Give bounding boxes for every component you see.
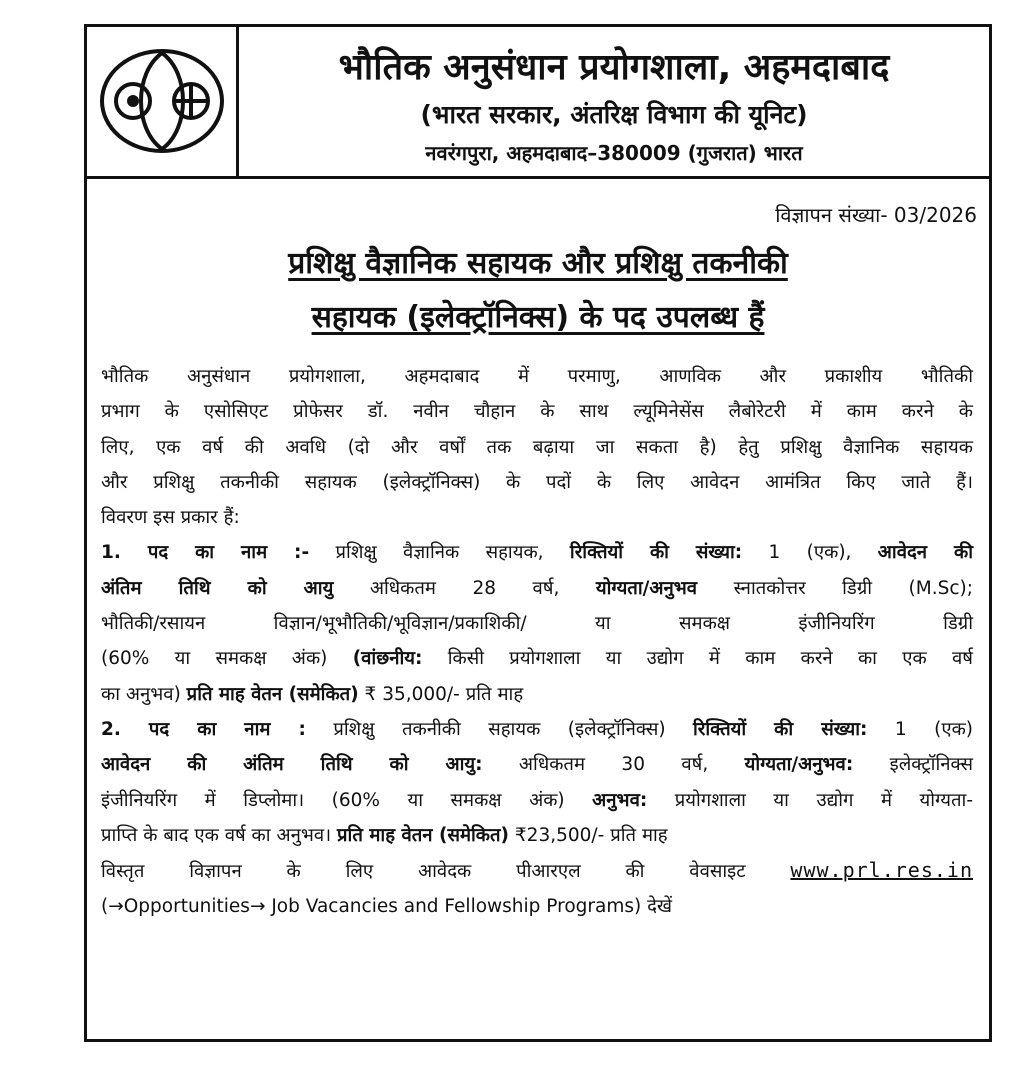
post1-salary-label: प्रति माह वेतन (समेकित) — [186, 683, 359, 705]
post2-salary-label: प्रति माह वेतन (समेकित) — [337, 824, 510, 846]
footer-line-1 — [101, 853, 973, 889]
post1-vacancies-label: रिक्तियों की संख्या: — [569, 542, 743, 564]
prl-logo-icon — [99, 47, 225, 155]
post1-name-label: 1. पद का नाम :- — [101, 542, 310, 564]
header — [87, 27, 989, 179]
post1-age-label: आवेदन की — [877, 542, 973, 564]
footer-text: विस्तृत विज्ञापन के लिए आवेदक पीआरएल की वेवसाइट — [101, 861, 791, 883]
post1-desirable: किसी प्रयोगशाला या उद्योग में काम करने का एक वर्ष — [422, 648, 974, 670]
post1-line-5 — [101, 677, 973, 712]
post1-name: प्रशिक्षु वैज्ञानिक सहायक, — [309, 542, 570, 564]
post2-age-label: आवेदन की अंतिम तिथि को आयु: — [101, 754, 483, 776]
post2-line-1 — [101, 712, 973, 747]
post2-name-label: 2. पद का नाम : — [101, 718, 306, 740]
intro-line: विवरण इस प्रकार हैं: — [101, 507, 240, 529]
intro-line: और प्रशिक्षु तकनीकी सहायक (इलेक्ट्रॉनिक्स) के पदों के लिए आवेदन आमंत्रित किए जाते हैं। — [101, 471, 973, 493]
post2-line-3 — [101, 783, 973, 818]
post1-qualification: स्नातकोत्तर डिग्री (M.Sc); — [697, 577, 973, 599]
post1-age-label-cont: अंतिम तिथि को आयु — [101, 577, 334, 599]
post2-vacancies-label: रिक्तियों की संख्या: — [693, 718, 868, 740]
post2-qualification-cont: इंजीनियरिंग में डिप्लोमा। (60% या समकक्ष अंक) — [101, 789, 593, 811]
org-subtitle: (भारत सरकार, अंतरिक्ष विभाग की यूनिट) — [420, 100, 808, 129]
website-link[interactable]: www.prl.res.in — [790, 858, 973, 883]
footer-line-2: (→Opportunities→ Job Vacancies and Fellowship Programs) देखें — [101, 896, 673, 918]
post2-name: प्रशिक्षु तकनीकी सहायक (इलेक्ट्रॉनिक्स) — [305, 718, 694, 740]
logo-box — [87, 27, 239, 176]
title-line-1: प्रशिक्षु वैज्ञानिक सहायक और प्रशिक्षु तकनीकी — [288, 246, 788, 281]
intro-line: प्रभाग के एसोसिएट प्रोफेसर डॉ. नवीन चौहान के साथ ल्यूमिनेसेंस लैबोरेटरी में काम करने के — [101, 401, 973, 423]
title-line-2: सहायक (इलेक्ट्रॉनिक्स) के पद उपलब्ध हैं — [311, 300, 765, 335]
post2-line-4 — [101, 818, 973, 853]
post1-line-4 — [101, 641, 973, 676]
post1-age: अधिकतम 28 वर्ष, — [333, 577, 596, 599]
post1-line-2 — [101, 571, 973, 606]
post2-line-2 — [101, 747, 973, 782]
post2-salary: ₹23,500/- प्रति माह — [509, 824, 668, 846]
org-name: भौतिक अनुसंधान प्रयोगशाला, अहमदाबाद — [338, 47, 890, 88]
intro-line: भौतिक अनुसंधान प्रयोगशाला, अहमदाबाद में परमाणु, आणविक और प्रकाशीय भौतिकी — [101, 366, 973, 387]
post2-qualification: इलेक्ट्रॉनिक्स — [853, 754, 973, 776]
post1-salary: ₹ 35,000/- प्रति माह — [358, 683, 524, 705]
post1-desirable-label: (वांछनीय: — [352, 648, 423, 670]
post2-experience: प्रयोगशाला या उद्योग में योग्यता- — [647, 789, 973, 811]
post1-line-1 — [101, 535, 973, 570]
advertisement-number: विज्ञापन संख्या- 03/2026 — [775, 203, 977, 227]
post2-experience-cont: प्राप्ति के बाद एक वर्ष का अनुभव। — [101, 824, 338, 846]
post1-marks: (60% या समकक्ष अंक) — [101, 648, 353, 670]
intro-line: लिए, एक वर्ष की अवधि (दो और वर्षों तक बढ़ाया जा सकता है) हेतु प्रशिक्षु वैज्ञानिक सहायक — [101, 436, 973, 458]
advertisement-frame — [84, 24, 992, 1042]
post1-desirable-cont: का अनुभव) — [101, 683, 187, 705]
post2-age: अधिकतम 30 वर्ष, — [482, 754, 745, 776]
post2-experience-label: अनुभव: — [592, 789, 648, 811]
post1-vacancies: 1 (एक), — [742, 542, 878, 564]
post1-qualification-label: योग्यता/अनुभव — [595, 577, 698, 599]
advertisement-body — [101, 359, 973, 925]
org-address: नवरंगपुरा, अहमदाबाद–380009 (गुजरात) भारत — [425, 141, 803, 165]
post2-vacancies: 1 (एक) — [867, 718, 974, 740]
post2-qualification-label: योग्यता/अनुभव: — [744, 754, 854, 776]
post1-line-3: भौतिकी/रसायन विज्ञान/भूभौतिकी/भूविज्ञान/प्रकाशिकी/ या समकक्ष इंजीनियरिंग डिग्री — [101, 613, 973, 635]
